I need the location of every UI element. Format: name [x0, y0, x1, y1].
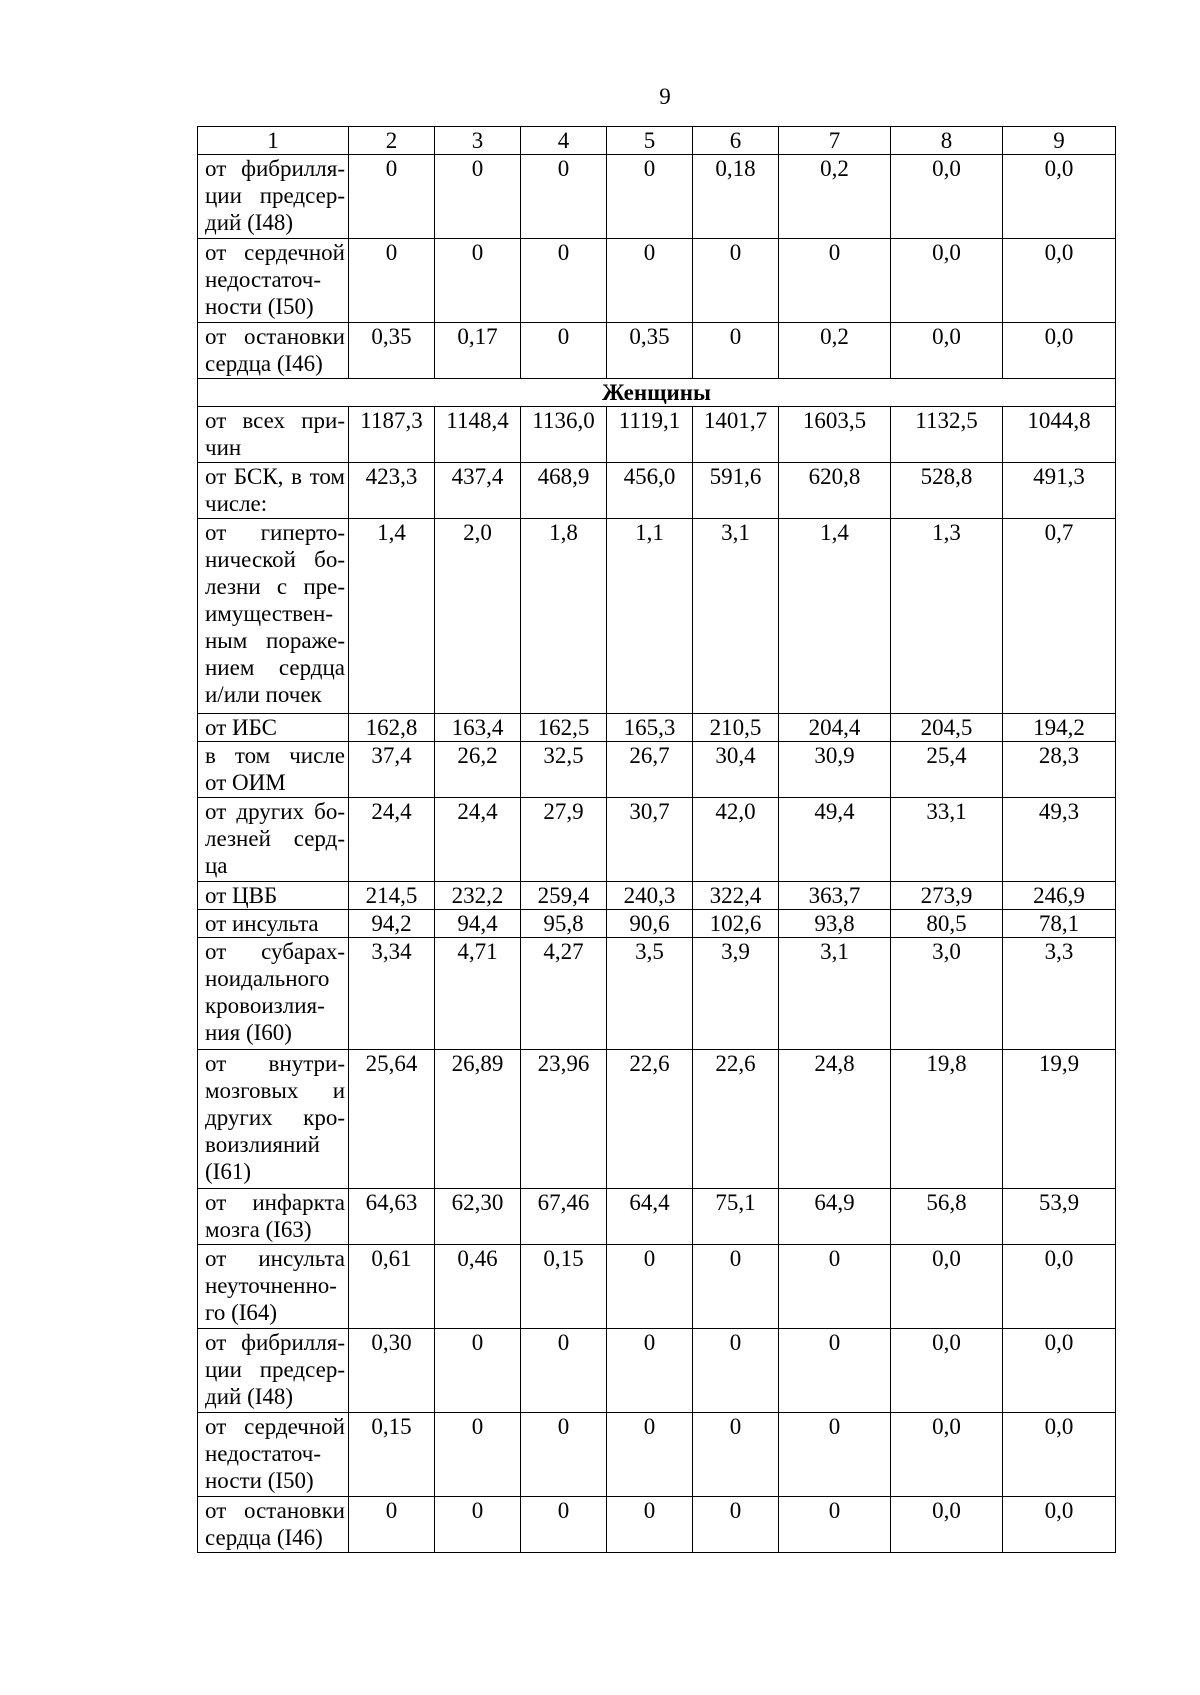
- cell-value: 1401,7: [693, 407, 779, 463]
- row-label: от всех при-чин: [198, 407, 349, 463]
- cell-value: 162,5: [521, 714, 607, 742]
- cell-value: 363,7: [779, 882, 891, 910]
- cell-value: 1044,8: [1003, 407, 1116, 463]
- cell-value: 0: [693, 1497, 779, 1553]
- cell-value: 0,0: [891, 1245, 1003, 1329]
- column-number: 3: [435, 127, 521, 155]
- cell-value: 468,9: [521, 463, 607, 519]
- cell-value: 95,8: [521, 910, 607, 938]
- cell-value: 49,3: [1003, 798, 1116, 882]
- cell-value: 0: [607, 1329, 693, 1413]
- cell-value: 53,9: [1003, 1189, 1116, 1245]
- row-label: от внутри-мозговых и других кро-воизлияний (I61): [198, 1050, 349, 1189]
- cell-value: 0: [435, 1329, 521, 1413]
- table-row: [198, 239, 1116, 323]
- cell-value: 456,0: [607, 463, 693, 519]
- cell-value: 0,30: [349, 1329, 435, 1413]
- cell-value: 30,7: [607, 798, 693, 882]
- cell-value: 90,6: [607, 910, 693, 938]
- cell-value: 214,5: [349, 882, 435, 910]
- cell-value: 528,8: [891, 463, 1003, 519]
- cell-value: 0: [607, 155, 693, 239]
- cell-value: 273,9: [891, 882, 1003, 910]
- column-number: 7: [779, 127, 891, 155]
- row-label: от сердечной недостаточ-ности (I50): [198, 1413, 349, 1497]
- table-body: [198, 127, 1116, 1553]
- cell-value: 0: [693, 239, 779, 323]
- cell-value: 0: [521, 1413, 607, 1497]
- cell-value: 0,0: [891, 1413, 1003, 1497]
- table-row: [198, 1050, 1116, 1189]
- cell-value: 232,2: [435, 882, 521, 910]
- cell-value: 1603,5: [779, 407, 891, 463]
- section-title: Женщины: [198, 379, 1116, 407]
- cell-value: 259,4: [521, 882, 607, 910]
- cell-value: 437,4: [435, 463, 521, 519]
- cell-value: 27,9: [521, 798, 607, 882]
- row-label: от остановки сердца (I46): [198, 1497, 349, 1553]
- cell-value: 0: [779, 1245, 891, 1329]
- cell-value: 56,8: [891, 1189, 1003, 1245]
- row-label: от гиперто-нической бо-лезни с пре-имуществен-ным пораже-нием сердца и/или почек: [198, 519, 349, 714]
- cell-value: 1,4: [779, 519, 891, 714]
- row-label: от ИБС: [198, 714, 349, 742]
- cell-value: 0: [693, 323, 779, 379]
- row-label: от остановки сердца (I46): [198, 323, 349, 379]
- table-row: [198, 910, 1116, 938]
- cell-value: 42,0: [693, 798, 779, 882]
- cell-value: 0: [521, 323, 607, 379]
- cell-value: 0,0: [891, 1329, 1003, 1413]
- cell-value: 423,3: [349, 463, 435, 519]
- cell-value: 3,9: [693, 938, 779, 1050]
- table-row: [198, 1245, 1116, 1329]
- cell-value: 204,5: [891, 714, 1003, 742]
- table-row: [198, 1189, 1116, 1245]
- cell-value: 24,4: [435, 798, 521, 882]
- row-label: от ЦВБ: [198, 882, 349, 910]
- cell-value: 4,71: [435, 938, 521, 1050]
- cell-value: 1148,4: [435, 407, 521, 463]
- cell-value: 78,1: [1003, 910, 1116, 938]
- table-row: [198, 1413, 1116, 1497]
- cell-value: 1,8: [521, 519, 607, 714]
- cell-value: 0: [349, 1497, 435, 1553]
- cell-value: 3,5: [607, 938, 693, 1050]
- cell-value: 0,0: [891, 239, 1003, 323]
- cell-value: 620,8: [779, 463, 891, 519]
- cell-value: 0,61: [349, 1245, 435, 1329]
- cell-value: 163,4: [435, 714, 521, 742]
- cell-value: 30,9: [779, 742, 891, 798]
- table-row: [198, 519, 1116, 714]
- cell-value: 0,0: [891, 155, 1003, 239]
- cell-value: 80,5: [891, 910, 1003, 938]
- row-label: от инсульта неуточненно-го (I64): [198, 1245, 349, 1329]
- cell-value: 22,6: [693, 1050, 779, 1189]
- mortality-table: [197, 126, 1116, 1553]
- cell-value: 25,64: [349, 1050, 435, 1189]
- cell-value: 26,89: [435, 1050, 521, 1189]
- cell-value: 0,18: [693, 155, 779, 239]
- cell-value: 64,63: [349, 1189, 435, 1245]
- cell-value: 240,3: [607, 882, 693, 910]
- table-row: [198, 155, 1116, 239]
- cell-value: 32,5: [521, 742, 607, 798]
- cell-value: 0,2: [779, 155, 891, 239]
- cell-value: 0,0: [1003, 239, 1116, 323]
- row-label: от инфаркта мозга (I63): [198, 1189, 349, 1245]
- cell-value: 0: [349, 239, 435, 323]
- cell-value: 1,4: [349, 519, 435, 714]
- row-label: от фибрилля-ции предсер-дий (I48): [198, 155, 349, 239]
- column-number: 2: [349, 127, 435, 155]
- cell-value: 162,8: [349, 714, 435, 742]
- column-number: 6: [693, 127, 779, 155]
- cell-value: 1132,5: [891, 407, 1003, 463]
- cell-value: 93,8: [779, 910, 891, 938]
- cell-value: 25,4: [891, 742, 1003, 798]
- cell-value: 1,3: [891, 519, 1003, 714]
- cell-value: 0: [779, 1413, 891, 1497]
- cell-value: 246,9: [1003, 882, 1116, 910]
- table-row: [198, 798, 1116, 882]
- cell-value: 30,4: [693, 742, 779, 798]
- table-row: [198, 1329, 1116, 1413]
- cell-value: 0,7: [1003, 519, 1116, 714]
- cell-value: 0: [693, 1413, 779, 1497]
- cell-value: 0,0: [1003, 323, 1116, 379]
- row-label: от сердечной недостаточ-ности (I50): [198, 239, 349, 323]
- cell-value: 0: [435, 239, 521, 323]
- cell-value: 4,27: [521, 938, 607, 1050]
- cell-value: 0: [779, 1329, 891, 1413]
- cell-value: 0: [435, 1497, 521, 1553]
- cell-value: 0: [521, 1497, 607, 1553]
- cell-value: 0,0: [1003, 155, 1116, 239]
- cell-value: 0: [779, 1497, 891, 1553]
- cell-value: 0: [521, 239, 607, 323]
- cell-value: 0,46: [435, 1245, 521, 1329]
- table-row: [198, 407, 1116, 463]
- cell-value: 75,1: [693, 1189, 779, 1245]
- cell-value: 210,5: [693, 714, 779, 742]
- cell-value: 1187,3: [349, 407, 435, 463]
- cell-value: 1,1: [607, 519, 693, 714]
- cell-value: 322,4: [693, 882, 779, 910]
- cell-value: 0: [693, 1245, 779, 1329]
- cell-value: 3,0: [891, 938, 1003, 1050]
- cell-value: 0,15: [349, 1413, 435, 1497]
- cell-value: 3,3: [1003, 938, 1116, 1050]
- column-number: 5: [607, 127, 693, 155]
- row-label: в том числе от ОИМ: [198, 742, 349, 798]
- row-label: от фибрилля-ции предсер-дий (I48): [198, 1329, 349, 1413]
- table-row: [198, 938, 1116, 1050]
- cell-value: 0: [521, 1329, 607, 1413]
- row-label: от инсульта: [198, 910, 349, 938]
- cell-value: 0: [435, 155, 521, 239]
- cell-value: 64,4: [607, 1189, 693, 1245]
- row-label: от субарах-ноидального кровоизлия-ния (I60): [198, 938, 349, 1050]
- cell-value: 19,8: [891, 1050, 1003, 1189]
- column-number: 9: [1003, 127, 1116, 155]
- cell-value: 22,6: [607, 1050, 693, 1189]
- cell-value: 0: [607, 239, 693, 323]
- cell-value: 1136,0: [521, 407, 607, 463]
- cell-value: 64,9: [779, 1189, 891, 1245]
- cell-value: 0: [521, 155, 607, 239]
- cell-value: 194,2: [1003, 714, 1116, 742]
- cell-value: 49,4: [779, 798, 891, 882]
- cell-value: 26,7: [607, 742, 693, 798]
- cell-value: 0,0: [1003, 1497, 1116, 1553]
- cell-value: 28,3: [1003, 742, 1116, 798]
- cell-value: 0,0: [1003, 1245, 1116, 1329]
- cell-value: 3,34: [349, 938, 435, 1050]
- row-label: от БСК, в том числе:: [198, 463, 349, 519]
- cell-value: 0,35: [607, 323, 693, 379]
- cell-value: 0,2: [779, 323, 891, 379]
- cell-value: 0: [607, 1497, 693, 1553]
- table-row: [198, 714, 1116, 742]
- table-row: [198, 323, 1116, 379]
- cell-value: 3,1: [779, 938, 891, 1050]
- cell-value: 33,1: [891, 798, 1003, 882]
- cell-value: 24,8: [779, 1050, 891, 1189]
- cell-value: 0,0: [891, 323, 1003, 379]
- cell-value: 3,1: [693, 519, 779, 714]
- section-row: [198, 379, 1116, 407]
- cell-value: 102,6: [693, 910, 779, 938]
- cell-value: 26,2: [435, 742, 521, 798]
- page-number: 9: [659, 84, 671, 109]
- cell-value: 1119,1: [607, 407, 693, 463]
- cell-value: 0,35: [349, 323, 435, 379]
- cell-value: 37,4: [349, 742, 435, 798]
- cell-value: 24,4: [349, 798, 435, 882]
- cell-value: 0: [435, 1413, 521, 1497]
- cell-value: 2,0: [435, 519, 521, 714]
- cell-value: 62,30: [435, 1189, 521, 1245]
- table-row: [198, 742, 1116, 798]
- cell-value: 0,0: [891, 1497, 1003, 1553]
- table-row: [198, 463, 1116, 519]
- cell-value: 94,4: [435, 910, 521, 938]
- cell-value: 67,46: [521, 1189, 607, 1245]
- cell-value: 165,3: [607, 714, 693, 742]
- cell-value: 0: [779, 239, 891, 323]
- column-number: 8: [891, 127, 1003, 155]
- cell-value: 491,3: [1003, 463, 1116, 519]
- cell-value: 0,17: [435, 323, 521, 379]
- cell-value: 19,9: [1003, 1050, 1116, 1189]
- cell-value: 204,4: [779, 714, 891, 742]
- cell-value: 0,0: [1003, 1329, 1116, 1413]
- cell-value: 0: [349, 155, 435, 239]
- column-number: 1: [198, 127, 349, 155]
- cell-value: 94,2: [349, 910, 435, 938]
- table-row: [198, 882, 1116, 910]
- column-number-row: [198, 127, 1116, 155]
- cell-value: 0: [607, 1245, 693, 1329]
- column-number: 4: [521, 127, 607, 155]
- cell-value: 591,6: [693, 463, 779, 519]
- table-row: [198, 1497, 1116, 1553]
- cell-value: 0,0: [1003, 1413, 1116, 1497]
- row-label: от других бо-лезней серд-ца: [198, 798, 349, 882]
- cell-value: 23,96: [521, 1050, 607, 1189]
- cell-value: 0: [607, 1413, 693, 1497]
- cell-value: 0,15: [521, 1245, 607, 1329]
- cell-value: 0: [693, 1329, 779, 1413]
